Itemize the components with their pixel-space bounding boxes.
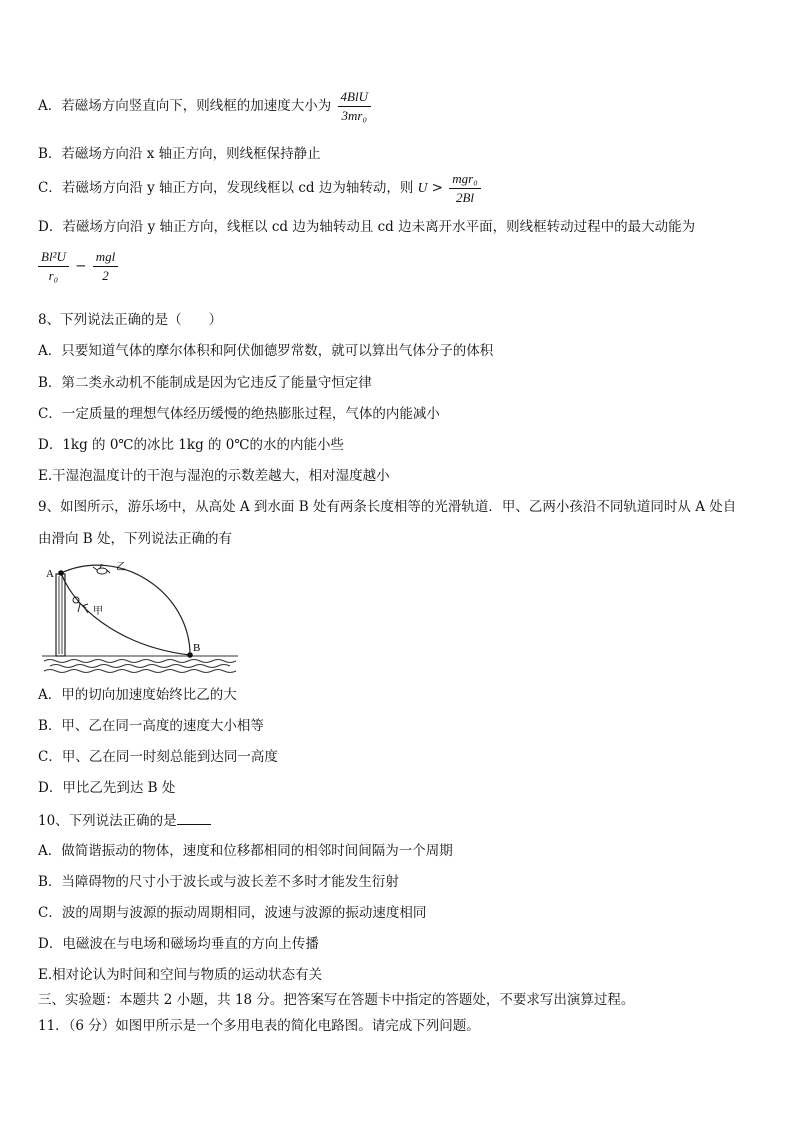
q10-option-c: C．波的周期与波源的振动周期相同，波速与波源的振动速度相同 xyxy=(38,905,427,921)
fraction-denominator: 3mr₀ xyxy=(341,108,367,123)
q8-option-b: B．第二类永动机不能制成是因为它违反了能量守恒定律 xyxy=(38,375,372,391)
fraction-denominator: 2 xyxy=(102,268,109,283)
q8-option-a: A．只要知道气体的摩尔体积和阿伏伽德罗常数，就可以算出气体分子的体积 xyxy=(38,343,494,359)
q7-option-d-fraction-2 xyxy=(93,249,119,284)
q9-stem-line-1: 9、如图所示，游乐场中，从高处 A 到水面 B 处有两条长度相等的光滑轨道．甲、乙两小孩沿不同轨道同时从 A 处自 xyxy=(38,499,737,515)
q7-option-c-text: C．若磁场方向沿 y 轴正方向，发现线框以 cd 边为轴转动，则 xyxy=(38,180,414,196)
q8-option-d: D．1kg 的 0℃的冰比 1kg 的 0℃的水的内能小些 xyxy=(38,437,344,453)
q7-option-d-formula xyxy=(36,249,120,284)
fraction-numerator: mgr₀ xyxy=(449,171,480,189)
tower xyxy=(56,574,65,656)
point-b xyxy=(187,652,193,658)
q7-option-a-text: A．若磁场方向竖直向下，则线框的加速度大小为 xyxy=(38,98,332,114)
fraction-numerator: 4BlU xyxy=(338,89,371,107)
q9-option-b: B．甲、乙在同一高度的速度大小相等 xyxy=(38,718,264,734)
minus-sign: − xyxy=(75,258,87,274)
label-a: A xyxy=(46,568,54,580)
fraction-denominator: r₀ xyxy=(48,268,59,283)
q7-option-a-fraction xyxy=(338,89,371,124)
q7-option-c-variable: U xyxy=(417,180,428,195)
label-yi: 乙 xyxy=(116,562,126,573)
fraction-denominator: 2Bl xyxy=(455,190,475,205)
q8-option-e: E.干湿泡温度计的干泡与湿泡的示数差越大，相对湿度越小 xyxy=(38,468,390,484)
q7-option-d: D．若磁场方向沿 y 轴正方向，线框以 cd 边为轴转动且 cd 边未离开水平面，则线框转动过程中的最大动能为 xyxy=(38,219,696,235)
q10-stem xyxy=(38,810,211,830)
point-a xyxy=(58,570,64,576)
q10-option-b: B．当障碍物的尺寸小于波长或与波长差不多时才能发生衍射 xyxy=(38,874,399,890)
q10-stem-text: 10、下列说法正确的是 xyxy=(38,813,177,829)
q7-option-c xyxy=(38,171,483,206)
q10-option-a: A．做简谐振动的物体，速度和位移都相同的相邻时间间隔为一个周期 xyxy=(38,843,453,859)
q9-option-a: A．甲的切向加速度始终比乙的大 xyxy=(38,687,237,703)
q7-option-d-fraction-1 xyxy=(38,249,69,284)
water-surface xyxy=(42,656,238,673)
q7-option-b: B．若磁场方向沿 x 轴正方向，则线框保持静止 xyxy=(38,146,321,162)
q9-option-c: C．甲、乙在同一时刻总能到达同一高度 xyxy=(38,749,278,765)
track-jia xyxy=(61,573,190,655)
q9-figure xyxy=(40,560,240,678)
label-b: B xyxy=(193,642,201,654)
q10-option-d: D．电磁波在与电场和磁场均垂直的方向上传播 xyxy=(38,936,319,952)
q11-stem: 11．（6 分）如图甲所示是一个多用电表的简化电路图。请完成下列问题。 xyxy=(38,1018,480,1034)
q10-option-e: E.相对论认为时间和空间与物质的运动状态有关 xyxy=(38,967,323,983)
fraction-numerator: mgl xyxy=(93,249,119,267)
q8-stem: 8、下列说法正确的是（ ） xyxy=(38,312,223,328)
track-diagram xyxy=(40,560,240,678)
q9-option-d: D．甲比乙先到达 B 处 xyxy=(38,780,176,796)
q9-stem-line-2: 由滑向 B 处，下列说法正确的有 xyxy=(38,531,233,547)
track-yi xyxy=(61,565,190,655)
answer-blank xyxy=(177,810,211,825)
label-jia: 甲 xyxy=(93,606,103,617)
q7-option-c-operator: > xyxy=(431,180,443,196)
q7-option-c-fraction xyxy=(449,171,480,206)
child-jia-figure xyxy=(73,597,88,613)
fraction-numerator: Bl²U xyxy=(38,249,69,267)
q7-option-a xyxy=(38,89,373,124)
q8-option-c: C．一定质量的理想气体经历缓慢的绝热膨胀过程，气体的内能减小 xyxy=(38,406,440,422)
section-3-heading: 三、实验题：本题共 2 小题，共 18 分。把答案写在答题卡中指定的答题处，不要求写出演算过程。 xyxy=(38,992,635,1008)
